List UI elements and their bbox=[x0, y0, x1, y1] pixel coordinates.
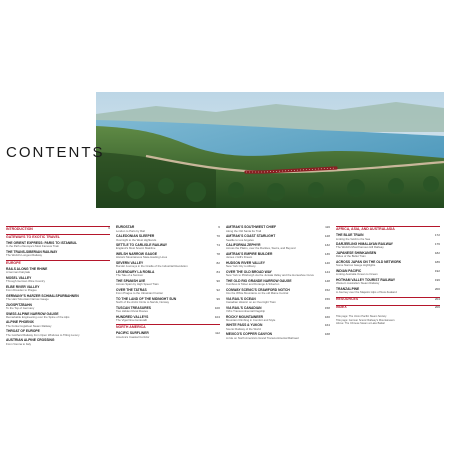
contents-entry bbox=[226, 253, 330, 260]
entry-page-number: 186 bbox=[434, 259, 440, 264]
contents-entry bbox=[6, 286, 110, 293]
contents-column-3 bbox=[226, 226, 330, 342]
entry-page-number: 152 bbox=[324, 287, 330, 292]
entry-subtitle: Into the White Mountains on the old Maine Central bbox=[226, 291, 289, 296]
entry-subtitle: Overnight to the West Highlands bbox=[116, 237, 157, 242]
entry-title: AUSTRIAN ALPINE CROSSING bbox=[6, 338, 55, 343]
contents-entry bbox=[116, 253, 220, 260]
contents-entry bbox=[6, 330, 110, 337]
entry-title: DARJEELING HIMALAYAN RAILWAY bbox=[336, 241, 393, 246]
contents-entry bbox=[336, 261, 440, 268]
entry-page-number: 206 bbox=[434, 304, 440, 309]
contents-entry bbox=[336, 288, 440, 295]
entry-title: TRANZALPINE bbox=[336, 286, 360, 291]
entry-title: INTRODUCTION bbox=[6, 226, 33, 231]
entry-title: EUROSTAR bbox=[116, 225, 135, 229]
entry-subtitle: VIA's Transcontinental Flagship bbox=[226, 309, 266, 314]
entry-subtitle: Mountain Climbing in Comfort and Style bbox=[226, 318, 276, 323]
entry-subtitle: A German Fairytale bbox=[6, 270, 31, 275]
contents-entry bbox=[226, 316, 330, 323]
entry-page-number: 182 bbox=[434, 250, 440, 255]
entry-subtitle: New York to Pittsburgh via the Juniata Valley and the Horseshoe Curve bbox=[226, 273, 314, 278]
contents-entry bbox=[336, 252, 440, 259]
entry-subtitle: The Gotthard Railway from Open Windows to Tilting Luxury bbox=[6, 332, 80, 337]
entry-subtitle: Historic Mountainous Slate-Hauling Lines bbox=[116, 255, 168, 260]
contents-entry bbox=[6, 321, 110, 328]
contents-section-heading bbox=[336, 305, 440, 311]
entry-title: MEXICO'S COPPER CANYON bbox=[226, 332, 273, 337]
entry-title: PACIFIC SURFLINER bbox=[116, 331, 149, 336]
entry-subtitle: Through German Wine Country bbox=[6, 279, 46, 284]
entry-subtitle: Rides of the Bullet Train bbox=[336, 254, 366, 259]
entry-title: NORTH AMERICA bbox=[116, 325, 146, 330]
scenic-railway-photo bbox=[96, 92, 444, 208]
entry-title: ELBE RIVER VALLEY bbox=[6, 284, 40, 289]
entry-title: VIA RAIL'S OCEAN bbox=[226, 296, 256, 301]
photo-credits bbox=[336, 315, 440, 325]
entry-title: CALIFORNIA ZEPHYR bbox=[226, 242, 261, 247]
entry-subtitle: Canadian Historic on an Overnight Train bbox=[226, 300, 276, 305]
entry-title: ALPINE PHOENIX bbox=[6, 320, 34, 325]
entry-subtitle: Along the Old Santa Fe Trail bbox=[226, 228, 262, 233]
entry-subtitle: London to Paris by Rail bbox=[116, 228, 145, 233]
entry-subtitle: The Furka Cogwheel Steam Railway bbox=[6, 324, 52, 329]
entry-title: CALEDONIAN SLEEPER bbox=[116, 233, 155, 238]
contents-section-heading bbox=[336, 297, 440, 303]
contents-entry bbox=[226, 307, 330, 314]
contents-entry bbox=[226, 271, 330, 278]
contents-entry bbox=[226, 262, 330, 269]
entry-title: SWISS ALPINE NARROW GAUGE bbox=[6, 311, 59, 316]
contents-entry bbox=[116, 271, 220, 278]
photo-illustration bbox=[96, 92, 444, 208]
entry-title: SEVERN VALLEY bbox=[116, 260, 144, 265]
contents-section-heading bbox=[6, 234, 110, 240]
contents-entry bbox=[116, 298, 220, 305]
entry-subtitle: From Vienna to Italy bbox=[6, 341, 31, 346]
entry-page-number: 164 bbox=[324, 323, 330, 328]
contents-entry bbox=[226, 298, 330, 305]
entry-subtitle: Bucolic Journeys in the Cradle of the Industrial Revolution bbox=[116, 264, 188, 269]
entry-subtitle: The World's Most Famous Hill Railway bbox=[336, 245, 384, 250]
entry-page-number: 96 bbox=[216, 296, 220, 301]
contents-entry bbox=[6, 295, 110, 302]
photo-credit-line: Title page: German Scenic Railway's Mountaineers bbox=[336, 318, 395, 322]
contents-entry bbox=[116, 235, 220, 242]
entry-subtitle: A Journey over the Majestic Alps of New Zealand bbox=[336, 290, 397, 295]
entry-page-number: 116 bbox=[325, 225, 330, 229]
entry-page-number: 158 bbox=[324, 305, 330, 310]
entry-title: INDIAN PACIFIC bbox=[336, 268, 362, 273]
page-title: CONTENTS bbox=[6, 144, 105, 161]
contents-column-1 bbox=[6, 226, 110, 348]
entry-subtitle: New York City to Albany bbox=[226, 264, 256, 269]
contents-entry bbox=[6, 313, 110, 320]
entry-subtitle: In the Path of Europe's Most Famous Train bbox=[6, 244, 60, 249]
entry-title: AMTRAK'S EMPIRE BUILDER bbox=[226, 251, 273, 256]
entry-subtitle: Across the Plains, over the Rockies, Sierra, and Beyond bbox=[226, 246, 296, 251]
entry-subtitle: Linking Australia Ocean to Ocean bbox=[336, 272, 378, 277]
entry-page-number: 200 bbox=[434, 286, 440, 291]
entry-subtitle: From Prague to the Ukrainian Frontier bbox=[116, 291, 164, 296]
contents-entry bbox=[116, 262, 220, 269]
entry-title: RAILS ALONG THE RHINE bbox=[6, 266, 48, 271]
entry-title: INDEX bbox=[336, 305, 347, 310]
entry-page-number: 92 bbox=[216, 287, 220, 292]
entry-title: OVER THE TATRAS bbox=[116, 287, 147, 292]
contents-entry bbox=[226, 244, 330, 251]
entry-page-number: 6 bbox=[108, 226, 110, 230]
photo-credit-line: Title page: The Union Pacific Steam Society bbox=[336, 315, 387, 319]
contents-entry bbox=[116, 226, 220, 233]
entry-page-number: 132 bbox=[324, 242, 330, 247]
contents-entry bbox=[6, 339, 110, 346]
contents-column-2 bbox=[116, 226, 220, 341]
entry-page-number: 192 bbox=[434, 268, 440, 273]
contents-entry bbox=[336, 234, 440, 241]
entry-title: THE SPANISH AVE bbox=[116, 278, 146, 283]
entry-title: AMTRAK'S COAST STARLIGHT bbox=[226, 233, 276, 238]
contents-entry bbox=[6, 268, 110, 275]
entry-title: OVER THE OLD BROAD WAY bbox=[226, 269, 272, 274]
entry-title: MOSEL VALLEY bbox=[6, 275, 32, 280]
contents-entry bbox=[6, 304, 110, 311]
contents-entry bbox=[116, 244, 220, 251]
contents-entry bbox=[116, 280, 220, 287]
contents-section-heading bbox=[116, 324, 220, 330]
entry-page-number: 112 bbox=[215, 331, 220, 336]
entry-page-number: 204 bbox=[434, 296, 440, 301]
entry-title: AFRICA, ASIA, AND AUSTRALASIA bbox=[336, 226, 395, 231]
contents-entry bbox=[226, 280, 330, 287]
entry-subtitle: The Vigezzina-Centovalli bbox=[116, 318, 147, 323]
entry-subtitle: England's Most Scenic Mainline bbox=[116, 246, 156, 251]
contents-entry bbox=[6, 242, 110, 249]
entry-title: LEGENDARY LA ROBLA bbox=[116, 269, 155, 274]
entry-title: HOTHAM VALLEY TOURIST RAILWAY bbox=[336, 277, 396, 282]
entry-title: GATEWAYS TO EXOTIC TRAVEL bbox=[6, 234, 60, 239]
entry-title: JAPANESE SHINKANSEN bbox=[336, 250, 377, 255]
entry-page-number: 156 bbox=[324, 296, 330, 301]
entry-title: GERMANY'S HARZER SCHMALSPURBAHNEN bbox=[6, 293, 79, 298]
entry-subtitle: The World's Longest Railway bbox=[6, 253, 43, 258]
entry-page-number: 104 bbox=[214, 314, 220, 319]
entry-page-number: 168 bbox=[324, 332, 330, 337]
entry-subtitle: America's Coastal Corridor bbox=[116, 334, 150, 339]
contents-entry bbox=[116, 289, 220, 296]
contents-entry bbox=[336, 279, 440, 286]
entry-title: THROAT OF EUROPE bbox=[6, 329, 40, 334]
contents-entry bbox=[226, 333, 330, 340]
entry-page-number: 6 bbox=[218, 225, 220, 229]
entry-page-number: 74 bbox=[216, 242, 220, 247]
contents-section-heading bbox=[336, 226, 440, 232]
contents-section-heading bbox=[6, 226, 110, 232]
entry-page-number: 82 bbox=[216, 260, 220, 265]
entry-title: WELSH NARROW GAUGE bbox=[116, 251, 158, 256]
entry-subtitle: To the Top of Germany bbox=[6, 306, 35, 311]
entry-subtitle: James J Hill's Dream bbox=[226, 255, 253, 260]
entry-page-number: 78 bbox=[216, 251, 220, 256]
entry-title: ROCKY MOUNTAINEER bbox=[226, 314, 264, 319]
entry-title: VIA RAIL'S CANADIAN bbox=[226, 305, 262, 310]
entry-subtitle: Two Hidden Rural Routes bbox=[116, 309, 148, 314]
entry-subtitle: From Dresden to Prague bbox=[6, 288, 37, 293]
entry-page-number: 128 bbox=[324, 233, 330, 238]
entry-title: HUDSON RIVER VALLEY bbox=[226, 260, 265, 265]
entry-page-number: 172 bbox=[434, 232, 440, 237]
entry-title: WHITE PASS & YUKON bbox=[226, 323, 263, 328]
entry-subtitle: Western Australia's Steam Railway bbox=[336, 281, 380, 286]
entry-page-number: 140 bbox=[324, 260, 330, 265]
entry-title: HUNDRED VALLEYS bbox=[116, 314, 149, 319]
entry-page-number: 148 bbox=[324, 278, 330, 283]
contents-entry bbox=[226, 289, 330, 296]
entry-title: THE OLD RIO GRANDE NARROW GAUGE bbox=[226, 278, 292, 283]
entry-subtitle: Seattle to Los Angeles bbox=[226, 237, 254, 242]
entry-page-number: 196 bbox=[434, 277, 440, 282]
entry-subtitle: Remarkable Engineering over the Spine of the Alps bbox=[6, 315, 70, 320]
entry-subtitle: Some Narrow Gauge Highlights bbox=[336, 263, 376, 268]
contents-entry bbox=[116, 307, 220, 314]
entry-subtitle: North of the Arctic Circle to Narvik, Norway bbox=[116, 300, 170, 305]
entry-subtitle: Cumbres & Toltec and Durango & Silverton bbox=[226, 282, 280, 287]
contents-entry bbox=[6, 251, 110, 258]
entry-subtitle: The Harz Mountain Narrow Gauge bbox=[6, 297, 49, 302]
entry-subtitle: A ride on North America's Grand Transcontinental Railroad bbox=[226, 335, 299, 340]
entry-title: CONWAY SCENIC'S CRAWFORD NOTCH bbox=[226, 287, 290, 292]
entry-subtitle: The Tale of a Survivor bbox=[116, 273, 144, 278]
entry-title: SETTLE TO CARLISLE RAILWAY bbox=[116, 242, 168, 247]
entry-page-number: 144 bbox=[324, 269, 330, 274]
entry-title: ZUGSPITZBAHN bbox=[6, 302, 32, 307]
contents-entry bbox=[226, 235, 330, 242]
entry-page-number: 160 bbox=[324, 314, 330, 319]
contents-section-heading bbox=[6, 260, 110, 266]
entry-page-number: 70 bbox=[216, 233, 220, 238]
entry-title: TO THE LAND OF THE MIDNIGHT SUN bbox=[116, 296, 177, 301]
entry-page-number: 176 bbox=[434, 241, 440, 246]
entry-page-number: 84 bbox=[216, 269, 220, 274]
contents-entry bbox=[226, 324, 330, 331]
entry-title: TUSCAN TREASURES bbox=[116, 305, 151, 310]
entry-page-number: 136 bbox=[324, 251, 330, 256]
entry-title: EUROPE bbox=[6, 260, 21, 265]
contents-entry bbox=[116, 316, 220, 323]
entry-page-number: 100 bbox=[214, 305, 220, 310]
contents-entry bbox=[6, 277, 110, 284]
entry-title: THE TRANS-SIBERIAN RAILWAY bbox=[6, 249, 58, 254]
entry-title: ACROSS JAPAN ON THE OLD NETWORK bbox=[336, 259, 402, 264]
contents-entry bbox=[336, 270, 440, 277]
contents-entry bbox=[116, 332, 220, 339]
entry-subtitle: Linking the Veldt to the Sea bbox=[336, 236, 371, 241]
photo-credit-line: Above: The Chinese Steam at Lake Baikal bbox=[336, 321, 385, 325]
contents-entry bbox=[336, 243, 440, 250]
entry-page-number: 90 bbox=[216, 278, 220, 283]
entry-title: AMTRAK'S SOUTHWEST CHIEF bbox=[226, 225, 277, 229]
entry-subtitle: Scenic Railway of the World bbox=[226, 327, 261, 332]
contents-column-4 bbox=[336, 226, 440, 325]
contents-entry bbox=[226, 226, 330, 233]
entry-title: THE ORIENT EXPRESS: PARIS TO ISTANBUL bbox=[6, 240, 78, 245]
entry-subtitle: Across Spain by High Speed Train bbox=[116, 282, 159, 287]
entry-title: THE BLUE TRAIN bbox=[336, 232, 364, 237]
entry-title: RESOURCES bbox=[336, 297, 359, 302]
